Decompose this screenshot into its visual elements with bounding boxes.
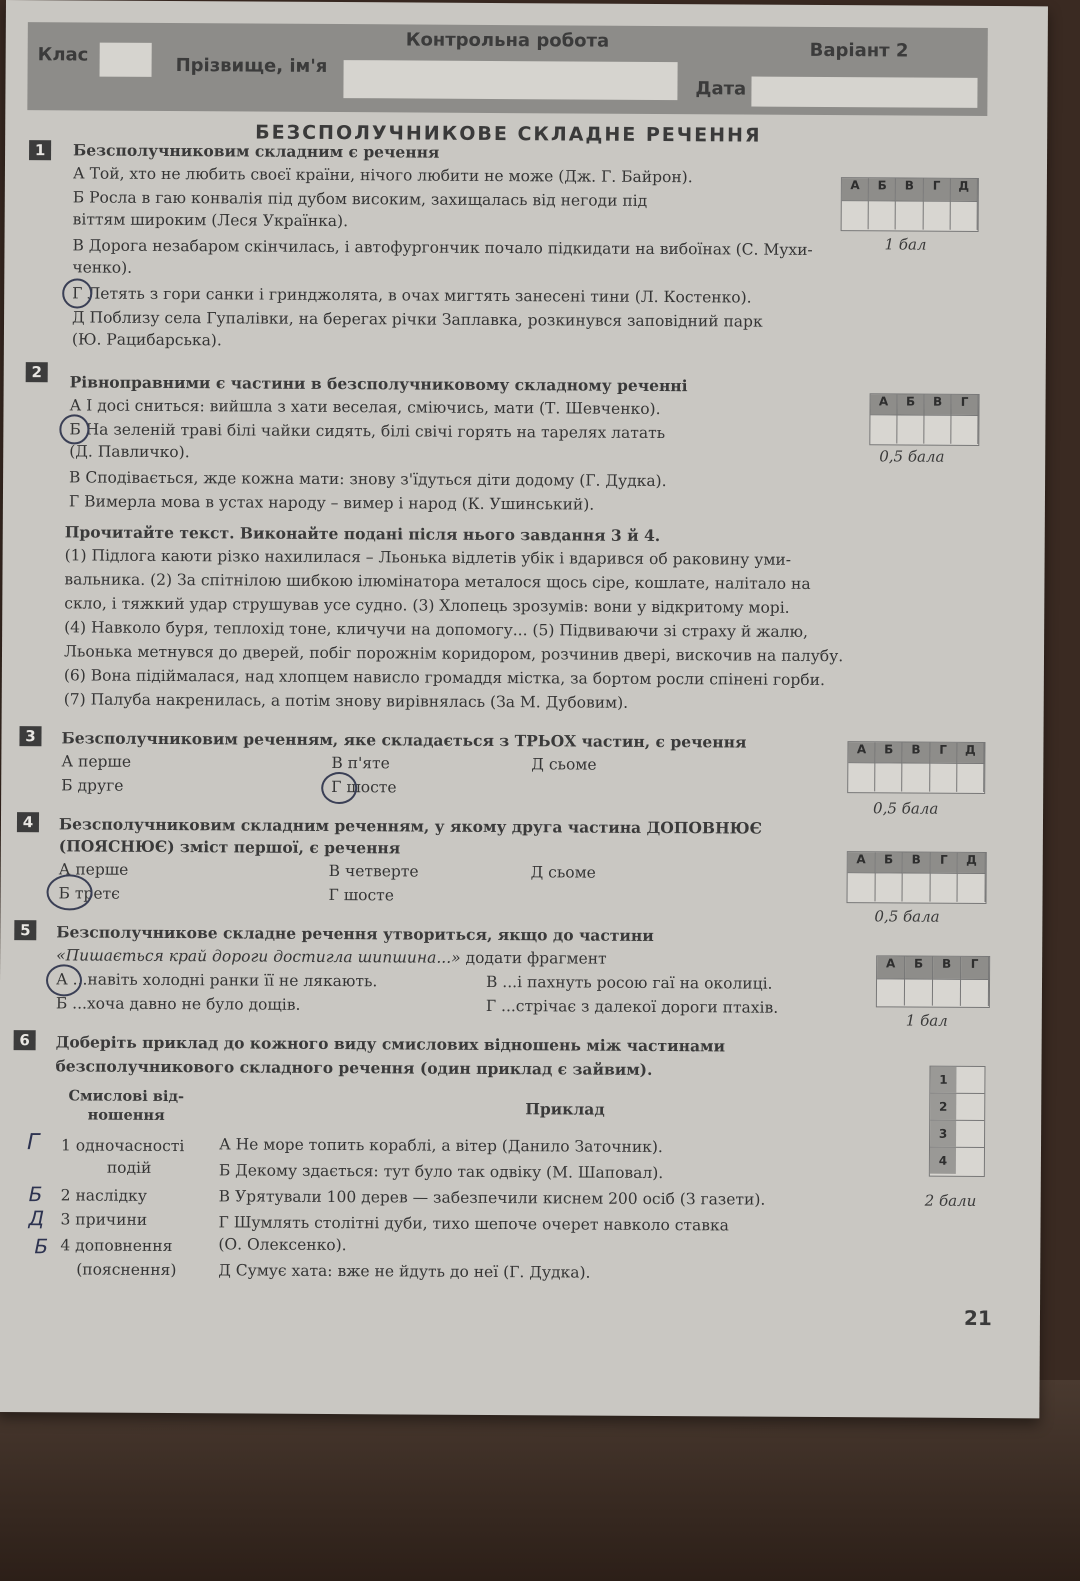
answer-cell[interactable]	[870, 414, 897, 443]
example-item: (О. Олексенко).	[218, 1235, 347, 1255]
q4-option: Б третє	[58, 884, 120, 903]
col-example-header: Приклад	[525, 1099, 605, 1119]
grid-row-label: 1	[930, 1067, 956, 1093]
answer-cell[interactable]	[903, 872, 931, 901]
reading-line: Льонька метнувся до дверей, побіг порожнім коридором, розчинив двері, вискочив на палубу.	[63, 642, 844, 666]
relation-item: 2 наслідку	[60, 1186, 147, 1205]
question-3-text: Безсполучниковим реченням, яке складається з ТРЬОХ частин, є речення	[61, 728, 747, 752]
header-bar	[27, 22, 988, 116]
answer-cell[interactable]	[848, 872, 876, 901]
example-item: Г Шумлять столітні дуби, тихо шепоче очерет навколо ставка	[218, 1213, 729, 1235]
q1-option-b-cont: віттям широким (Леся Українка).	[72, 210, 349, 231]
answer-circle	[46, 964, 82, 996]
relation-item: подій	[106, 1158, 152, 1177]
variant-label: Варіант 2	[809, 39, 909, 62]
example-item: Д Сумує хата: вже не йдуть до неї (Г. Дудка).	[218, 1261, 591, 1282]
grid-header: Г	[930, 853, 958, 873]
q6-answer-grid[interactable]	[929, 1066, 986, 1177]
date-field[interactable]	[751, 77, 977, 108]
question-2-text: Рівноправними є частини в безсполучниковому складному реченні	[69, 372, 688, 396]
handwritten-mark: Б	[34, 1234, 49, 1259]
grid-header: Г	[923, 179, 950, 201]
q6-score: 2 бали	[924, 1191, 977, 1210]
q3-score: 0,5 бала	[873, 799, 939, 818]
answer-cell[interactable]	[903, 762, 930, 791]
answer-cell[interactable]	[877, 978, 905, 1005]
q2-option-b-cont: (Д. Павличко).	[69, 442, 190, 462]
grid-row	[930, 1148, 984, 1174]
q5-option: В ...і пахнуть росою гаї на околиці.	[485, 972, 773, 993]
question-1-number: 1	[29, 140, 51, 160]
name-label: Прізвище, ім'я	[175, 55, 328, 77]
question-6-text-cont: безсполучникового складного речення (один приклад є зайвим).	[55, 1056, 653, 1079]
grid-header: Г	[961, 957, 989, 979]
q3-option: Б друге	[61, 776, 124, 795]
answer-cell[interactable]	[896, 200, 923, 229]
reading-instruction: Прочитайте текст. Виконайте подані після нього завдання 3 й 4.	[64, 522, 661, 546]
reading-line: (6) Вона підіймалася, над хлопцем нависло громаддя містка, за бортом росли спінені горби.	[63, 666, 825, 690]
answer-circle	[46, 874, 92, 910]
relation-item: 3 причини	[60, 1210, 148, 1229]
q2-option-a: А І досі сниться: вийшла з хати веселая, сміючись, мати (Т. Шевченко).	[69, 396, 661, 419]
answer-circle	[59, 414, 89, 444]
answer-cell[interactable]	[842, 200, 869, 229]
q1-option-b: Б Росла в гаю конвалія під дубом високим, захищалась від негоди під	[72, 188, 648, 210]
question-5-text: Безсполучникове складне речення утвориться, якщо до частини	[56, 922, 654, 945]
answer-cell[interactable]	[957, 763, 984, 792]
q4-option: В четверте	[328, 861, 419, 881]
q1-option-g: Г Летять з гори санки і гринджолята, в очах мигтять занесені тини (Л. Костенко).	[72, 284, 752, 307]
answer-cell[interactable]	[897, 414, 924, 443]
example-item: В Урятували 100 дерев — забезпечили киснем 200 осіб (З газети).	[218, 1187, 766, 1209]
q4-answer-grid[interactable]	[846, 851, 986, 904]
grid-row	[930, 1094, 984, 1121]
answer-cell[interactable]	[933, 979, 961, 1006]
grid-row-label: 2	[930, 1094, 956, 1120]
q1-option-d-cont: (Ю. Рацибарська).	[71, 330, 222, 350]
q5-score: 1 бал	[905, 1011, 948, 1030]
reading-line: (1) Підлога каюти різко нахилилася – Льонька відлетів убік і вдарився об раковину уми-	[64, 546, 792, 569]
grid-header: А	[870, 394, 897, 414]
example-item: А Не море топить кораблі, а вітер (Данило Заточник).	[218, 1135, 663, 1157]
class-label: Клас	[37, 44, 89, 66]
grid-header: Г	[951, 395, 978, 415]
date-label: Дата	[695, 78, 747, 100]
q5-option: Г ...стрічає з далекої дороги птахів.	[485, 996, 779, 1017]
q1-answer-grid[interactable]	[841, 177, 979, 232]
answer-cell[interactable]	[875, 872, 903, 901]
q2-score: 0,5 бала	[879, 447, 945, 466]
grid-row	[930, 1067, 984, 1094]
section-title: БЕЗСПОЛУЧНИКОВЕ СКЛАДНЕ РЕЧЕННЯ	[255, 121, 762, 147]
q5-option: Б ...хоча давно не було дощів.	[55, 994, 301, 1014]
col-relations-header: Смислові від- ношення	[68, 1087, 185, 1124]
question-4-text-cont: (ПОЯСНЮЄ) зміст першої, є речення	[58, 836, 401, 858]
question-6-text: Доберіть приклад до кожного виду смислових відношень між частинами	[55, 1032, 726, 1056]
q1-option-a: А Той, хто не любить своєї країни, нічого любити не може (Дж. Г. Байрон).	[72, 164, 693, 187]
answer-cell[interactable]	[924, 415, 951, 444]
q1-option-v: В Дорога незабаром скінчилась, і автофургончик почало підкидати на вибоїнах (С. Мухи-	[72, 236, 813, 259]
q5-answer-grid[interactable]	[876, 955, 990, 1008]
q1-option-d: Д Поблизу села Гупалівки, на берегах річки Заплавка, розкинувся заповідний парк	[72, 308, 763, 331]
test-title: Контрольна робота	[405, 29, 610, 52]
answer-cell[interactable]	[958, 873, 986, 902]
q2-option-v: В Сподівається, жде кожна мати: знову з'їдуться діти додому (Г. Дудка).	[69, 468, 667, 491]
grid-header: А	[842, 178, 869, 200]
q3-option: В п'яте	[331, 754, 390, 773]
grid-header: В	[924, 395, 951, 415]
answer-circle	[321, 772, 357, 804]
relation-item: (пояснення)	[76, 1260, 177, 1280]
q2-option-g: Г Вимерла мова в устах народу – вимер і народ (К. Ушинський).	[68, 492, 595, 514]
grid-header: Б	[897, 394, 924, 414]
grid-header: Б	[905, 957, 933, 979]
question-5-text-cont	[56, 946, 607, 967]
answer-cell[interactable]	[930, 763, 957, 792]
grid-header: Б	[875, 852, 903, 872]
question-4-number: 4	[17, 812, 39, 832]
page-number: 21	[963, 1305, 992, 1331]
grid-header: Д	[957, 743, 984, 763]
question-4-text: Безсполучниковим складним реченням, у якому друга частина ДОПОВНЮЄ	[58, 814, 763, 838]
grid-row-label: 4	[930, 1148, 956, 1174]
question-5-number: 5	[14, 920, 36, 940]
q3-option: А перше	[61, 752, 132, 771]
reading-line: скло, і тяжкий удар струшував усе судно. (3) Хлопець зрозумів: вони у відкритому морі.	[64, 594, 790, 617]
question-1-text: Безсполучниковим складним є речення	[73, 140, 440, 162]
question-3-number: 3	[19, 726, 41, 746]
grid-row	[930, 1121, 984, 1148]
grid-header: Б	[876, 742, 903, 762]
answer-cell[interactable]	[951, 415, 978, 444]
q4-option: Д сьоме	[530, 863, 596, 882]
grid-header: В	[896, 178, 923, 200]
relation-item: 4 доповнення	[60, 1236, 173, 1256]
q1-option-v-cont: ченко).	[72, 258, 133, 277]
handwritten-mark: Б	[28, 1182, 43, 1207]
grid-header: А	[848, 852, 876, 872]
q4-option: А перше	[58, 860, 129, 879]
q2-answer-grid[interactable]	[869, 393, 979, 446]
grid-header: В	[903, 852, 931, 872]
relation-item: 1 одночасності	[60, 1136, 185, 1156]
grid-header: Г	[930, 743, 957, 763]
handwritten-mark: Д	[28, 1206, 45, 1231]
grid-header: Д	[951, 179, 978, 201]
answer-cell[interactable]	[961, 979, 989, 1006]
answer-cell[interactable]	[930, 873, 958, 902]
q1-score: 1 бал	[884, 235, 927, 254]
reading-line: (4) Навколо буря, теплохід тоне, кличучи на допомогу... (5) Підвиваючи зі страху й жалю,	[64, 618, 809, 641]
answer-circle	[62, 278, 92, 308]
grid-header: В	[903, 742, 930, 762]
grid-header: Б	[869, 178, 896, 200]
answer-cell[interactable]	[848, 762, 875, 791]
example-item: Б Декому здається: тут було так одвіку (М. Шаповал).	[218, 1161, 664, 1183]
q5-option: А ...навіть холодні ранки її не лякають.	[55, 970, 378, 991]
q5-quote-rest: додати фрагмент	[460, 948, 607, 968]
q3-answer-grid[interactable]	[847, 741, 985, 794]
answer-cell[interactable]	[869, 200, 896, 229]
grid-header: А	[877, 956, 905, 978]
question-2-number: 2	[26, 362, 48, 382]
q3-option: Г шосте	[331, 778, 397, 797]
grid-row-label: 3	[930, 1121, 956, 1147]
q5-quote: «Пишається край дороги достигла шипшина...»	[56, 946, 461, 967]
answer-cell[interactable]	[950, 201, 977, 230]
q4-score: 0,5 бала	[874, 907, 940, 926]
reading-line: вальника. (2) За спітнілою шибкою ілюмінатора металося щось сіре, кошлате, налітало на	[64, 570, 811, 593]
q4-option: Г шосте	[328, 885, 394, 905]
answer-cell[interactable]	[905, 979, 933, 1006]
class-field[interactable]	[100, 43, 152, 77]
answer-cell[interactable]	[923, 201, 950, 230]
grid-header: В	[933, 957, 961, 979]
answer-cell[interactable]	[875, 762, 902, 791]
question-6-number: 6	[14, 1030, 36, 1050]
q3-option: Д сьоме	[531, 755, 597, 774]
handwritten-mark: Г	[26, 1130, 40, 1156]
q2-option-b: Б На зеленій траві білі чайки сидять, білі свічі горять на тарелях латать	[69, 420, 666, 443]
reading-line: (7) Палуба накренилась, а потім знову вирівнялась (За М. Дубовим).	[63, 690, 629, 712]
grid-header: А	[848, 742, 875, 762]
grid-header: Д	[958, 853, 986, 873]
name-field[interactable]	[343, 60, 677, 100]
